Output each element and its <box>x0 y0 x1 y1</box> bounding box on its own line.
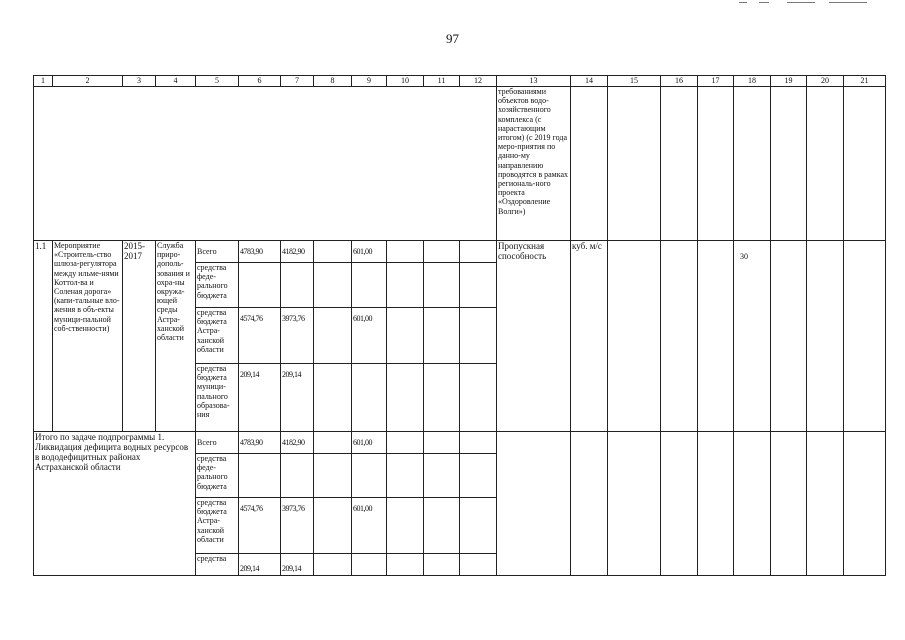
col-num-13: 13 <box>497 76 571 87</box>
value-col6: 209,14 <box>239 364 281 432</box>
value-col6: 4783,90 <box>239 241 281 263</box>
col-num-7: 7 <box>281 76 314 87</box>
carryover-empty <box>34 87 497 241</box>
source-label: средства бюджета Астра-ханской области <box>196 308 239 364</box>
col-num-17: 17 <box>698 76 734 87</box>
col-num-16: 16 <box>661 76 698 87</box>
value-col7: 3973,76 <box>281 498 314 554</box>
col-num-6: 6 <box>239 76 281 87</box>
col-num-21: 21 <box>844 76 886 87</box>
value-col6: 4783,90 <box>239 432 281 454</box>
total-label: Итого по задаче подпрограммы 1. Ликвидация дефицита водных ресурсов в вододефицитных районах Астраханской области <box>34 432 196 576</box>
table-row <box>34 432 886 454</box>
col-num-18: 18 <box>734 76 771 87</box>
value-col9 <box>352 554 387 576</box>
value-col6 <box>239 263 281 308</box>
col-num-9: 9 <box>352 76 387 87</box>
budget-table <box>33 75 886 576</box>
value-col7: 3973,76 <box>281 308 314 364</box>
column-number-row <box>34 76 886 87</box>
col-num-14: 14 <box>571 76 608 87</box>
value-col9 <box>352 263 387 308</box>
value-col7: 209,14 <box>281 554 314 576</box>
col-num-5: 5 <box>196 76 239 87</box>
scan-corner-marks <box>739 0 869 6</box>
page-number: 97 <box>446 31 459 46</box>
col-num-10: 10 <box>387 76 424 87</box>
item-executor: Служба приро-дополь-зования и охра-ны окружа-ющей среды Астра-ханской области <box>156 241 196 432</box>
source-label: средства <box>196 554 239 576</box>
value-col6: 4574,76 <box>239 308 281 364</box>
col-num-11: 11 <box>424 76 460 87</box>
source-label: средства феде-рального бюджета <box>196 454 239 498</box>
value-col6: 209,14 <box>239 554 281 576</box>
indicator-name: Пропускная способность <box>497 241 571 432</box>
value-col7: 4182,90 <box>281 432 314 454</box>
item-period: 2015-2017 <box>123 241 156 432</box>
col-num-1: 1 <box>34 76 53 87</box>
value-col9 <box>352 454 387 498</box>
indicator-unit: куб. м/с <box>571 241 608 432</box>
col-num-19: 19 <box>771 76 807 87</box>
col-num-8: 8 <box>314 76 352 87</box>
col-num-20: 20 <box>807 76 844 87</box>
value-col9: 601,00 <box>352 432 387 454</box>
value-col6 <box>239 454 281 498</box>
value-col9: 601,00 <box>352 241 387 263</box>
col-num-2: 2 <box>53 76 123 87</box>
source-label: средства бюджета муници-пального образова-ния <box>196 364 239 432</box>
col-num-12: 12 <box>460 76 497 87</box>
item-name: Мероприятие «Строитель-ство шлюза-регулятора между ильме-нями Коттол-ва и Соленая дорога» (капи-тальные вло-жения в объ-екты муници-пальной соб-ственности) <box>53 241 123 432</box>
item-number: 1.1 <box>34 241 53 432</box>
carryover-col13: требованиями объектов водо-хозяйственного комплекса (с нарастающим итогом) (с 2019 года меро-приятия по данно-му направлению проводятся в рамках региональ-ного проекта «Оздоровление Волги») <box>497 87 571 241</box>
source-label: Всего <box>196 241 239 263</box>
value-col6: 4574,76 <box>239 498 281 554</box>
value-col9 <box>352 364 387 432</box>
col-num-15: 15 <box>608 76 661 87</box>
value-col7: 209,14 <box>281 364 314 432</box>
source-label: средства феде-рального бюджета <box>196 263 239 308</box>
table-row <box>34 241 886 263</box>
value-col7: 4182,90 <box>281 241 314 263</box>
indicator-value-col18: 30 <box>734 241 771 432</box>
carryover-row <box>34 87 886 241</box>
value-col7 <box>281 454 314 498</box>
value-col9: 601,00 <box>352 308 387 364</box>
source-label: средства бюджета Астра-ханской области <box>196 498 239 554</box>
source-label: Всего <box>196 432 239 454</box>
value-col9: 601,00 <box>352 498 387 554</box>
value-col7 <box>281 263 314 308</box>
col-num-3: 3 <box>123 76 156 87</box>
col-num-4: 4 <box>156 76 196 87</box>
